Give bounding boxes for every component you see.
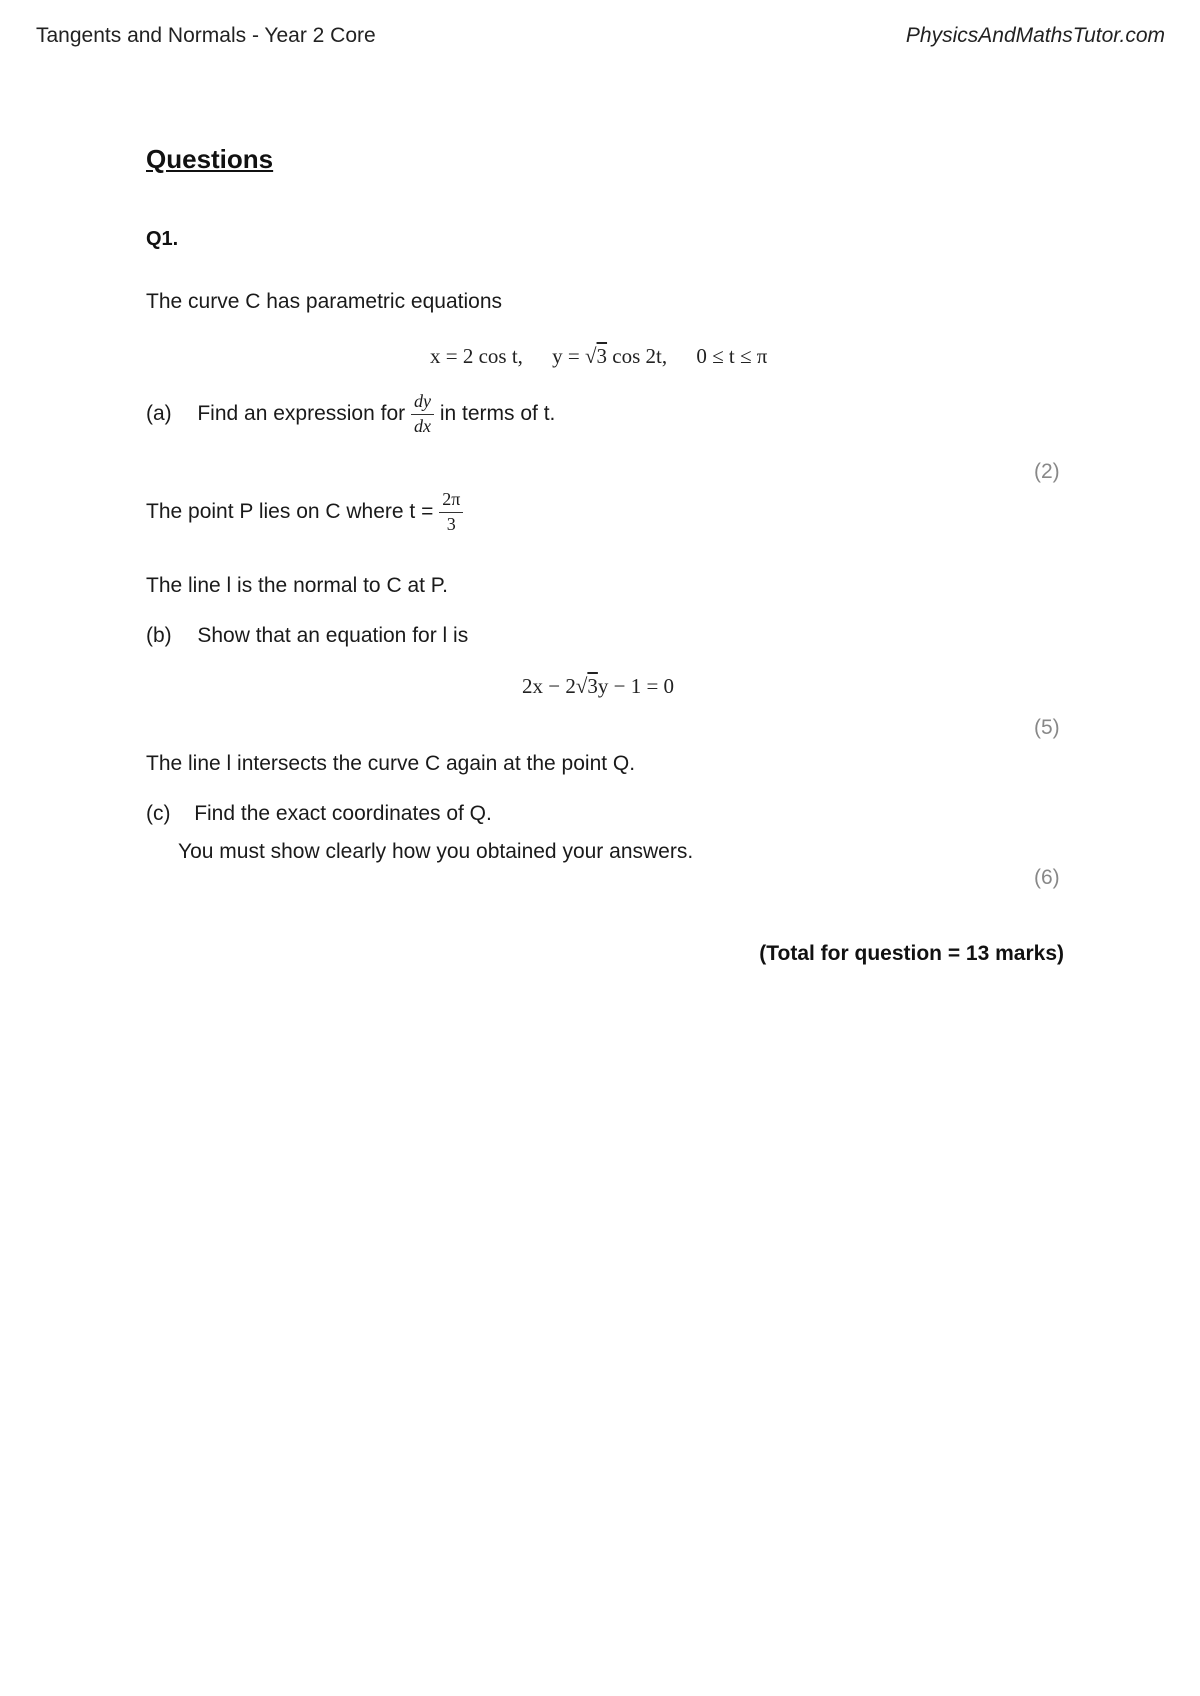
question-number: Q1. — [146, 228, 179, 250]
parametric-equations — [430, 344, 767, 369]
part-a-label: (a) — [146, 401, 172, 425]
normal-line-text: The line l is the normal to C at P. — [146, 574, 448, 597]
normal-equation: 2x − 2√3y − 1 = 0 — [522, 674, 675, 698]
part-c-label: (c) — [146, 802, 171, 825]
marks-b: (5) — [1034, 716, 1060, 739]
part-a — [146, 392, 555, 437]
total-marks: (Total for question = 13 marks) — [759, 942, 1064, 965]
part-a-post: in terms of t. — [439, 401, 556, 425]
dy-dx-fraction: $\frac{dy}{dx}$ — [411, 392, 434, 437]
part-b-text: Show that an equation for l is — [197, 624, 469, 647]
section-title: Questions — [146, 144, 274, 174]
point-p-text: The point P lies on C where t = $\frac{2\pi}{3}$ — [146, 490, 463, 535]
part-c-note: You must show clearly how you obtained your answers. — [178, 840, 694, 863]
marks-c: (6) — [1034, 866, 1060, 889]
part-a-pre: Find an expression for — [197, 401, 406, 425]
equation-y: y = √3 cos 2t, — [552, 344, 668, 368]
header-site: PhysicsAndMathsTutor.com — [905, 24, 1165, 47]
intro-text: The curve C has parametric equations — [146, 290, 503, 313]
intersect-text: The line l intersects the curve C again at the point Q. — [146, 752, 636, 775]
part-c-text: Find the exact coordinates of Q. — [194, 802, 492, 825]
part-b-label: (b) — [146, 624, 172, 647]
part-c — [146, 802, 492, 826]
part-b — [146, 624, 468, 648]
equation-range: 0 ≤ t ≤ π — [696, 344, 768, 368]
marks-a: (2) — [1034, 460, 1060, 483]
header-title: Tangents and Normals - Year 2 Core — [36, 24, 376, 47]
t-value-fraction: $\frac{2\pi}{3}$ — [439, 490, 463, 535]
equation-x: x = 2 cos t, — [430, 344, 523, 368]
